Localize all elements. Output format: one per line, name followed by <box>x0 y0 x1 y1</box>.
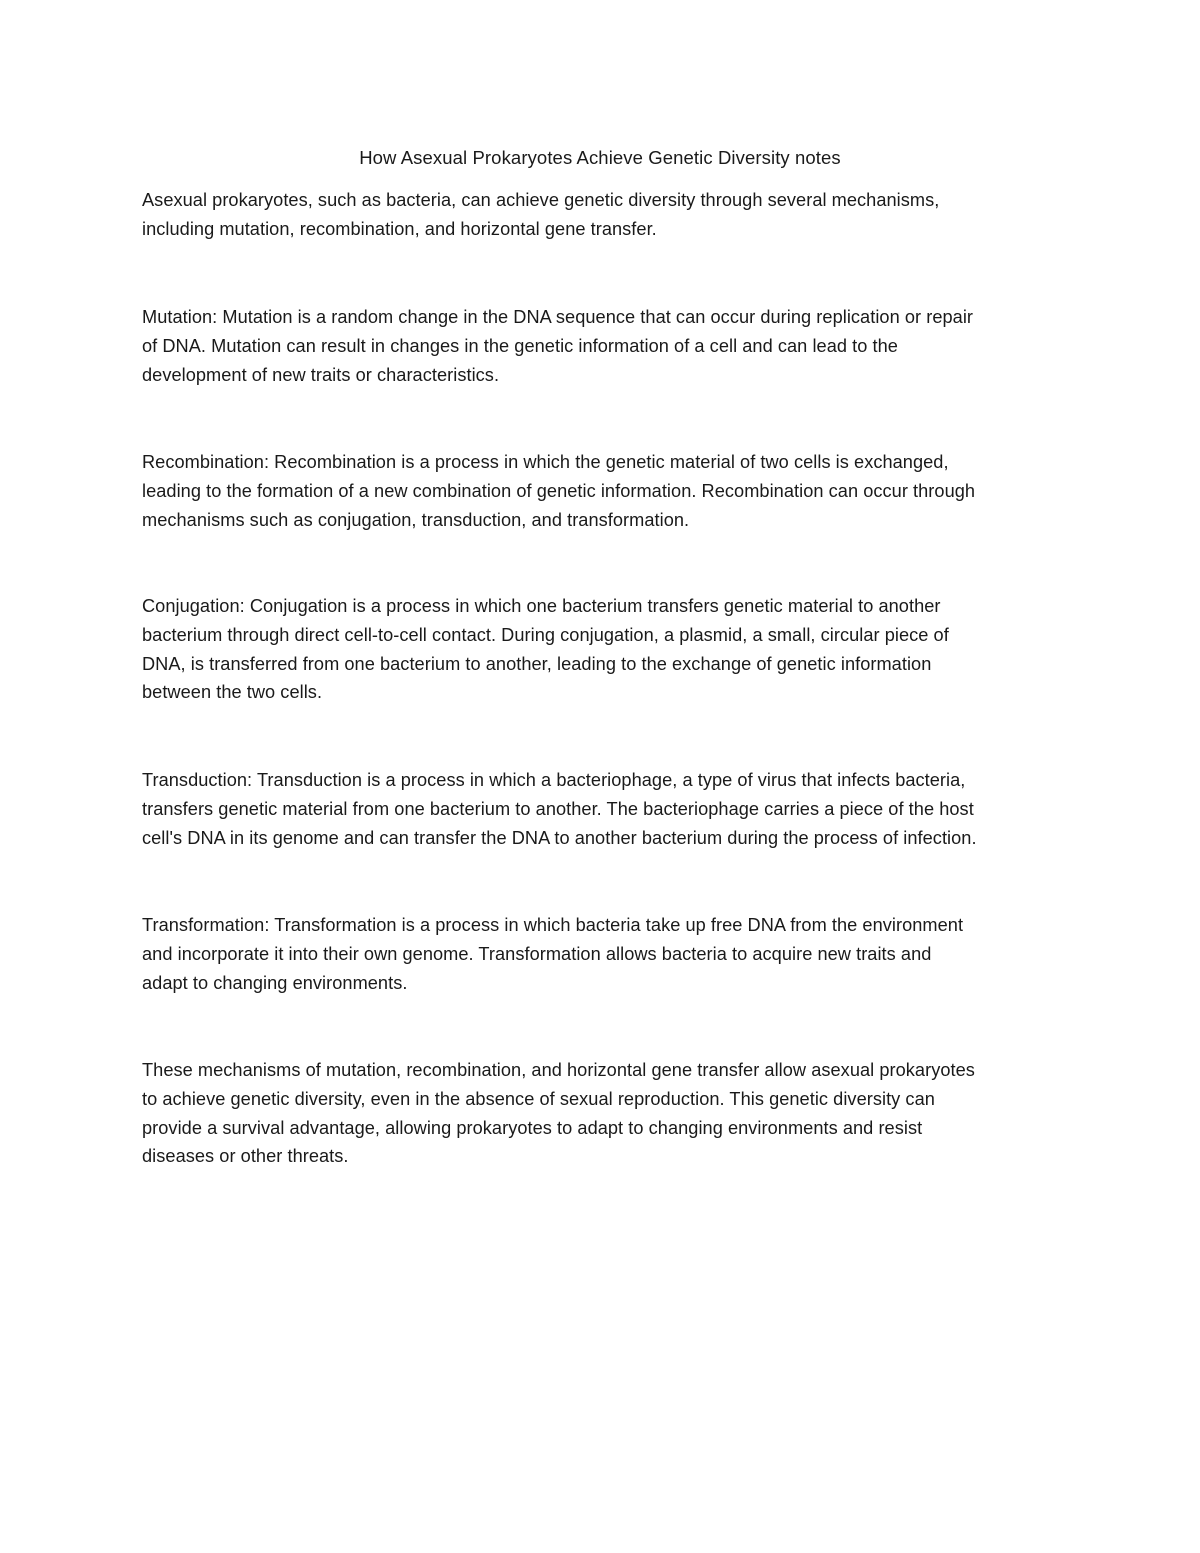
paragraph-line: These mechanisms of mutation, recombination, and horizontal gene transfer allow asexual prokaryotes <box>142 1060 975 1080</box>
paragraph-transduction <box>142 766 1062 852</box>
paragraph-line: DNA, is transferred from one bacterium to another, leading to the exchange of genetic information <box>142 653 932 674</box>
paragraph-line: and incorporate it into their own genome. Transformation allows bacteria to acquire new traits and <box>142 943 932 964</box>
paragraph-recombination <box>142 448 1062 534</box>
paragraph-line: bacterium through direct cell-to-cell contact. During conjugation, a plasmid, a small, circular piece of <box>142 624 949 645</box>
paragraph-line: Asexual prokaryotes, such as bacteria, can achieve genetic diversity through several mechanisms, <box>142 190 940 210</box>
paragraph-conjugation <box>142 592 1062 707</box>
paragraph-line: Transduction: Transduction is a process in which a bacteriophage, a type of virus that infects bacteria, <box>142 770 966 790</box>
paragraph-line: mechanisms such as conjugation, transduction, and transformation. <box>142 509 690 530</box>
paragraph-line: cell's DNA in its genome and can transfer the DNA to another bacterium during the process of infection. <box>142 827 977 848</box>
paragraph-line: diseases or other threats. <box>142 1146 349 1167</box>
paragraph-intro <box>142 186 1062 244</box>
paragraph-line: Mutation: Mutation is a random change in the DNA sequence that can occur during replication or repair <box>142 307 974 327</box>
paragraph-line: to achieve genetic diversity, even in the absence of sexual reproduction. This genetic diversity can <box>142 1088 935 1109</box>
paragraph-line: provide a survival advantage, allowing prokaryotes to adapt to changing environments and resist <box>142 1117 923 1138</box>
paragraph-conclusion <box>142 1056 1062 1171</box>
paragraph-mutation <box>142 303 1062 389</box>
paragraph-line: between the two cells. <box>142 682 323 703</box>
paragraph-line: Conjugation: Conjugation is a process in which one bacterium transfers genetic material to another <box>142 596 941 616</box>
paragraph-line: adapt to changing environments. <box>142 972 408 993</box>
paragraph-transformation <box>142 911 1062 997</box>
document-title: How Asexual Prokaryotes Achieve Genetic Diversity notes <box>359 147 841 168</box>
paragraph-line: Transformation: Transformation is a process in which bacteria take up free DNA from the environment <box>142 915 964 935</box>
paragraph-line: leading to the formation of a new combination of genetic information. Recombination can occur through <box>142 480 976 501</box>
paragraph-line: of DNA. Mutation can result in changes in the genetic information of a cell and can lead to the <box>142 335 898 356</box>
paragraph-line: transfers genetic material from one bacterium to another. The bacteriophage carries a piece of the host <box>142 798 974 819</box>
paragraph-line: including mutation, recombination, and horizontal gene transfer. <box>142 218 657 239</box>
paragraph-line: Recombination: Recombination is a process in which the genetic material of two cells is exchanged, <box>142 452 949 472</box>
paragraph-line: development of new traits or characteristics. <box>142 364 500 385</box>
